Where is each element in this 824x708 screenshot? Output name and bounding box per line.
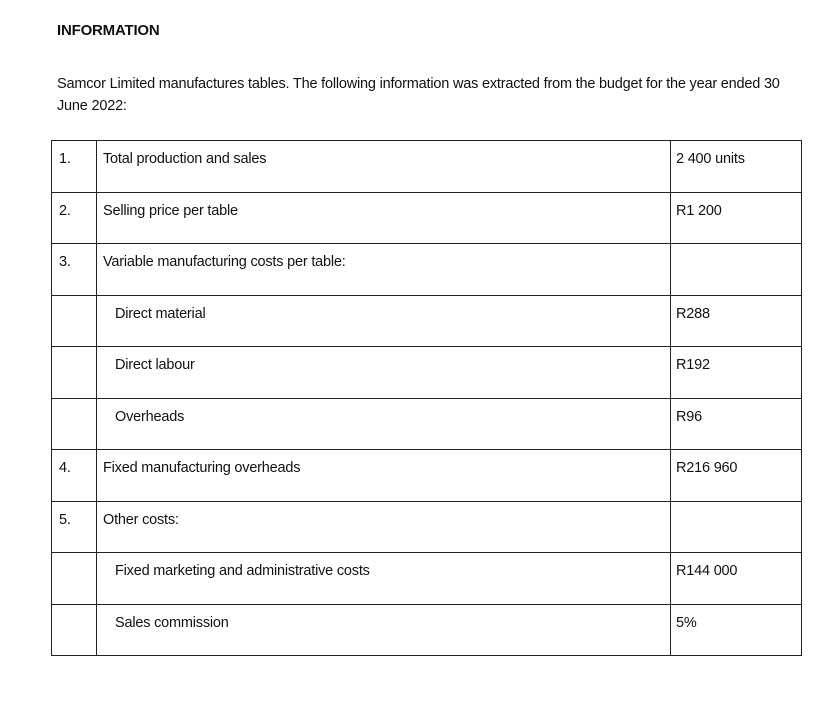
item-number xyxy=(52,347,97,399)
item-value: 5% xyxy=(671,604,802,656)
item-description: Fixed marketing and administrative costs xyxy=(97,553,671,605)
section-heading: INFORMATION xyxy=(57,22,160,39)
item-number xyxy=(52,553,97,605)
item-description: Variable manufacturing costs per table: xyxy=(97,244,671,296)
item-value: R96 xyxy=(671,398,802,450)
item-description: Selling price per table xyxy=(97,192,671,244)
intro-paragraph: Samcor Limited manufactures tables. The following information was extracted from the budget for the year ended 30 June 2022: xyxy=(57,76,780,114)
item-value: R1 200 xyxy=(671,192,802,244)
item-number: 3. xyxy=(52,244,97,296)
item-number: 5. xyxy=(52,501,97,553)
table-row xyxy=(52,244,802,296)
item-description: Other costs: xyxy=(97,501,671,553)
item-number xyxy=(52,604,97,656)
table-row xyxy=(52,450,802,502)
item-description: Overheads xyxy=(97,398,671,450)
item-value: R288 xyxy=(671,295,802,347)
item-description: Total production and sales xyxy=(97,141,671,193)
table-row xyxy=(52,141,802,193)
item-value xyxy=(671,244,802,296)
item-value xyxy=(671,501,802,553)
item-value: 2 400 units xyxy=(671,141,802,193)
item-value: R144 000 xyxy=(671,553,802,605)
table-row xyxy=(52,501,802,553)
item-description: Direct material xyxy=(97,295,671,347)
table-row xyxy=(52,604,802,656)
table-row xyxy=(52,347,802,399)
table-row xyxy=(52,295,802,347)
item-number xyxy=(52,295,97,347)
item-description: Fixed manufacturing overheads xyxy=(97,450,671,502)
table-row xyxy=(52,398,802,450)
table-row xyxy=(52,553,802,605)
item-description: Sales commission xyxy=(97,604,671,656)
budget-info-table xyxy=(51,140,802,656)
item-description: Direct labour xyxy=(97,347,671,399)
item-value: R192 xyxy=(671,347,802,399)
item-number: 1. xyxy=(52,141,97,193)
item-number: 4. xyxy=(52,450,97,502)
item-number xyxy=(52,398,97,450)
table-row xyxy=(52,192,802,244)
item-number: 2. xyxy=(52,192,97,244)
item-value: R216 960 xyxy=(671,450,802,502)
